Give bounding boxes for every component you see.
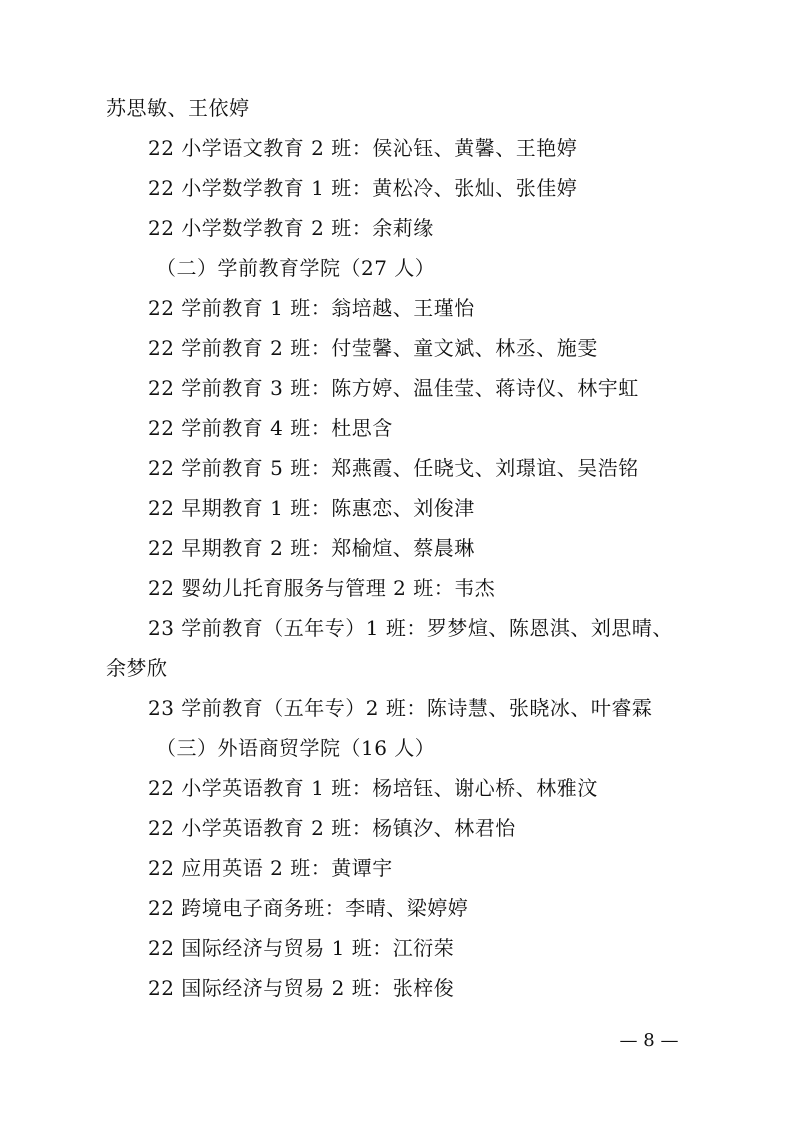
text-line: 22 学前教育 2 班：付莹馨、童文斌、林丞、施雯 (148, 336, 598, 360)
text-line: 22 学前教育 3 班：陈方婷、温佳莹、蒋诗仪、林宇虹 (148, 376, 639, 400)
text-line: 22 早期教育 2 班：郑榆煊、蔡晨琳 (148, 536, 475, 560)
text-line: 22 小学数学教育 2 班：余莉缘 (148, 216, 434, 240)
text-line: 22 小学数学教育 1 班：黄松冷、张灿、张佳婷 (148, 176, 578, 200)
section-heading: （二）学前教育学院（27 人） (156, 256, 436, 280)
text-line: 23 学前教育（五年专）1 班：罗梦煊、陈恩淇、刘思晴、 (148, 616, 673, 640)
text-line: 22 小学英语教育 2 班：杨镇汐、林君怡 (148, 816, 516, 840)
text-line: 22 学前教育 5 班：郑燕霞、任晓戈、刘璟谊、吴浩铭 (148, 456, 639, 480)
document-body (106, 88, 686, 1008)
text-line: 22 学前教育 4 班：杜思含 (148, 416, 393, 440)
text-line: 22 跨境电子商务班：李晴、梁婷婷 (148, 896, 469, 920)
text-line: 苏思敏、王依婷 (106, 96, 250, 120)
page-number: — 8 — (619, 1030, 679, 1051)
text-line: 22 国际经济与贸易 2 班：张梓俊 (148, 976, 455, 1000)
text-line: 23 学前教育（五年专）2 班：陈诗慧、张晓冰、叶睿霖 (148, 696, 653, 720)
text-line: 22 应用英语 2 班：黄谭宇 (148, 856, 393, 880)
text-line: 22 婴幼儿托育服务与管理 2 班：韦杰 (148, 576, 496, 600)
text-line: 22 小学英语教育 1 班：杨培钰、谢心桥、林雅汶 (148, 776, 598, 800)
section-heading: （三）外语商贸学院（16 人） (156, 736, 436, 760)
text-line: 余梦欣 (106, 656, 168, 680)
text-line: 22 学前教育 1 班：翁培越、王瑾怡 (148, 296, 475, 320)
text-line: 22 国际经济与贸易 1 班：江衍荣 (148, 936, 455, 960)
text-line: 22 早期教育 1 班：陈惠恋、刘俊津 (148, 496, 475, 520)
text-line: 22 小学语文教育 2 班：侯沁钰、黄馨、王艳婷 (148, 136, 578, 160)
